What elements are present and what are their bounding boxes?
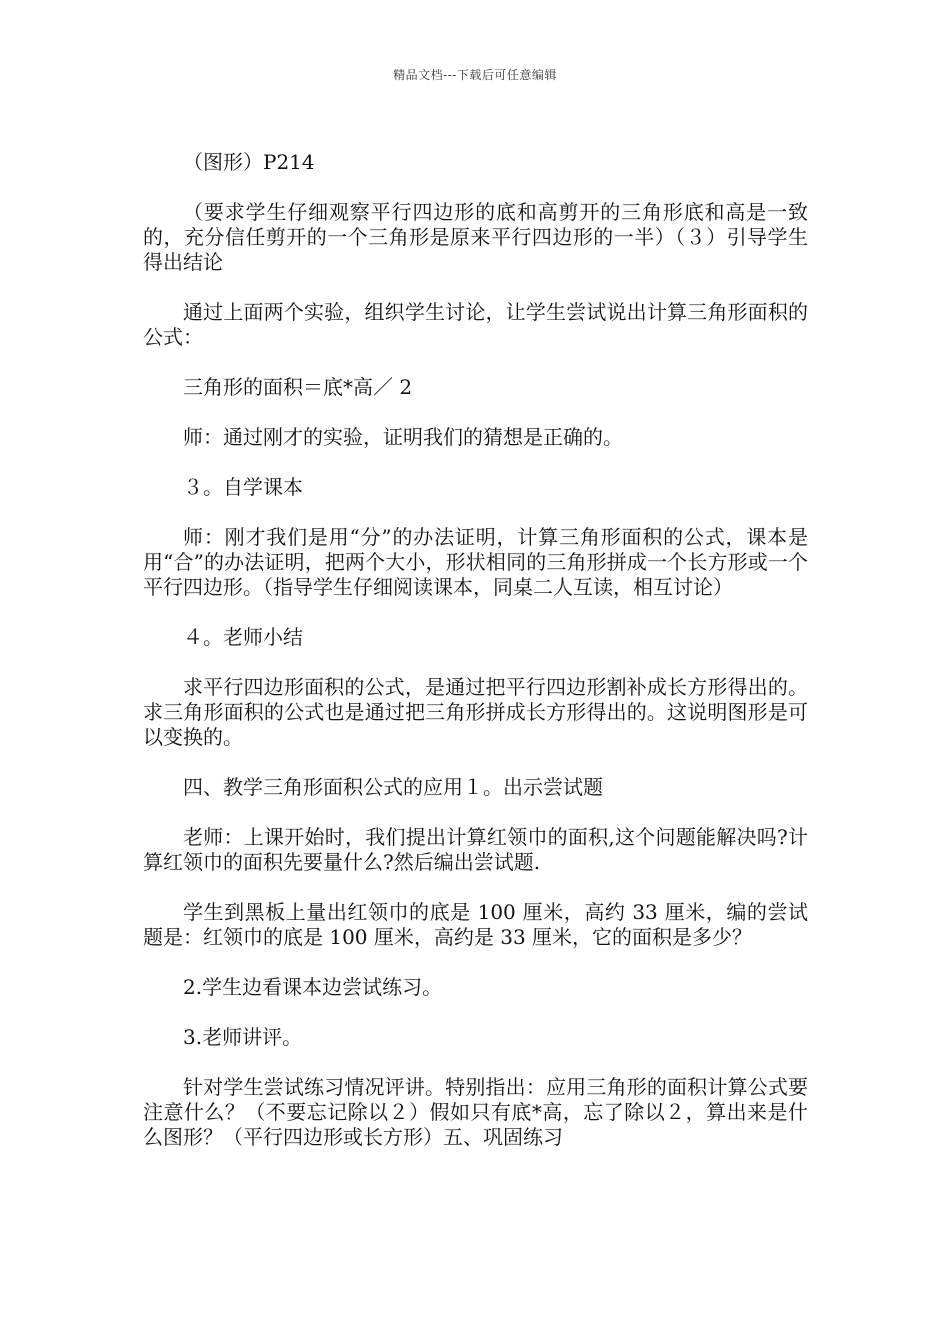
paragraph-red-scarf-question: 老师：上课开始时，我们提出计算红领巾的面积,这个问题能解决吗?计算红领巾的面积先要量什么?然后编出尝试题. [143,825,808,874]
paragraph-textbook-method: 师：刚才我们是用“分”的办法证明，计算三角形面积的公式，课本是用“合”的办法证明，把两个大小，形状相同的三角形拼成一个长方形或一个平行四边形。（指导学生仔细阅读课本，同桌二人互读，相互讨论） [143,525,808,599]
paragraph-self-study-heading: ３。自学课本 [183,475,303,499]
paragraph-practice: 2.学生边看课本边尝试练习。 [183,975,443,999]
paragraph-summary: 求平行四边形面积的公式，是通过把平行四边形割补成长方形得出的。求三角形面积的公式也是通过把三角形拼成长方形得出的。这说明图形是可以变换的。 [143,675,808,749]
page-header: 精品文档---下载后可任意编辑 [393,68,557,82]
paragraph-formula: 三角形的面积＝底*高／ 2 [183,375,413,399]
paragraph-observation: （要求学生仔细观察平行四边形的底和高剪开的三角形底和高是一致的，充分信任剪开的一个三角形是原来平行四边形的一半）（３）引导学生得出结论 [143,200,808,274]
paragraph-teacher-conclusion: 师：通过刚才的实验，证明我们的猜想是正确的。 [183,425,623,449]
paragraph-summary-heading: ４。老师小结 [183,625,303,649]
document-body [143,150,808,1175]
paragraph-application-heading: 四、教学三角形面积公式的应用１。出示尝试题 [183,775,603,799]
paragraph-figure-ref: （图形）P214 [183,150,315,174]
paragraph-review: 针对学生尝试练习情况评讲。特别指出：应用三角形的面积计算公式要注意什么？（不要忘记除以２）假如只有底*高，忘了除以２，算出来是什么图形？（平行四边形或长方形）五、巩固练习 [143,1075,808,1149]
paragraph-discussion: 通过上面两个实验，组织学生讨论，让学生尝试说出计算三角形面积的公式： [143,300,808,349]
paragraph-review-heading: 3.老师讲评。 [183,1025,303,1049]
paragraph-measurement: 学生到黑板上量出红领巾的底是 100 厘米，高约 33 厘米，编的尝试题是：红领巾的底是 100 厘米，高约是 33 厘米，它的面积是多少？ [143,900,808,949]
